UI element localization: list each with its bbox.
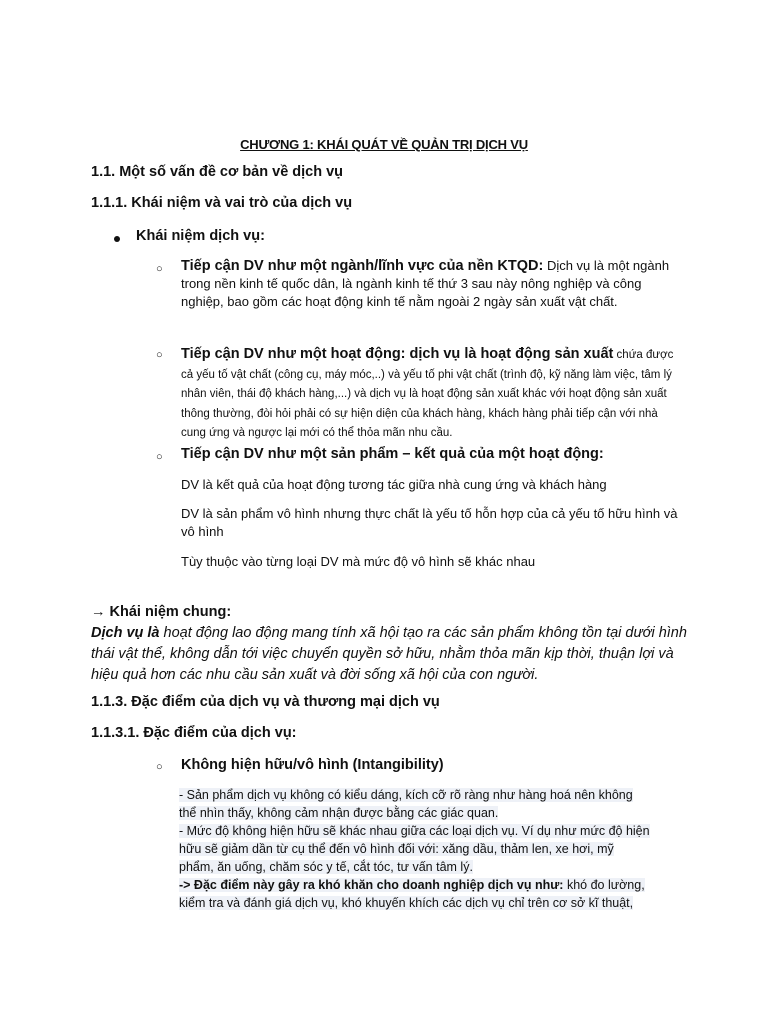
- note-line: thể nhìn thấy, không cảm nhận được bằng các giác quan.: [179, 806, 499, 820]
- note-line: phẩm, ăn uống, chăm sóc y tế, cắt tóc, tư vấn tâm lý.: [179, 860, 473, 874]
- bullet-label: Khái niệm dịch vụ:: [136, 228, 265, 244]
- section-heading-1-1-3: 1.1.3. Đặc điểm của dịch vụ và thương mại dịch vụ: [91, 694, 440, 710]
- section-heading-1-1-1: 1.1.1. Khái niệm và vai trò của dịch vụ: [91, 195, 353, 211]
- general-concept-text: hoạt động lao động mang tính xã hội tạo ra các sản phẩm không tồn tại dưới hình thái vật thể, không dẫn tới việc chuyển quyền sở hữu, nhằm thỏa mãn kịp thời, thuận lợi và hiệu quả hơn các nhu cầu sản xuất và đời sống xã hội của con người.: [91, 625, 687, 683]
- general-concept-term: Dịch vụ là: [91, 625, 160, 641]
- feature-intangibility: [181, 756, 681, 774]
- circle-bullet: ○: [156, 761, 163, 773]
- note-consequence: -> Đặc điểm này gây ra khó khăn cho doanh nghiệp dịch vụ như:: [179, 878, 564, 892]
- approach-product-p2: DV là sản phẩm vô hình nhưng thực chất là yếu tố hỗn hợp của cả yếu tố hữu hình và vô hình: [181, 506, 678, 539]
- approach-industry-title: Tiếp cận DV như một ngành/lĩnh vực của nền KTQD:: [181, 258, 544, 274]
- approach-product-p1: DV là kết quả của hoạt động tương tác giữa nhà cung ứng và khách hàng: [181, 477, 607, 492]
- notes-block: [179, 786, 679, 912]
- approach-product-title-text: Tiếp cận DV như một sản phẩm – kết quả của một hoạt động:: [181, 446, 604, 462]
- approach-product-p3: Tùy thuộc vào từng loại DV mà mức độ vô hình sẽ khác nhau: [181, 554, 536, 569]
- approach-product-title: [181, 445, 681, 463]
- general-concept-heading: → Khái niệm chung:: [91, 604, 232, 620]
- note-line: - Sản phẩm dịch vụ không có kiểu dáng, kích cỡ rõ ràng như hàng hoá nên không: [179, 788, 633, 802]
- circle-bullet: ○: [156, 349, 163, 361]
- approach-industry-text: Dịch vụ là một ngành trong nền kinh tế quốc dân, là ngành kinh tế thứ 3 sau này nông nghiệp và công nghiệp, bao gồm các hoạt động kinh tế nằm ngoài 2 ngày sản xuất vật chất.: [181, 258, 670, 309]
- section-heading-1-1: 1.1. Một số vấn đề cơ bản về dịch vụ: [91, 164, 344, 180]
- circle-bullet: ○: [156, 263, 163, 275]
- approach-activity: [181, 345, 681, 443]
- bullet-dot: [114, 236, 120, 242]
- note-line: hữu sẽ giảm dần từ cụ thể đến vô hình đối với: xăng dầu, thảm len, xe hơi, mỹ: [179, 842, 614, 856]
- approach-activity-title: Tiếp cận DV như một hoạt động: dịch vụ là hoạt động sản xuất: [181, 346, 614, 362]
- general-concept-definition: [91, 623, 691, 686]
- chapter-title: CHƯƠNG 1: KHÁI QUÁT VỀ QUẢN TRỊ DỊCH VỤ: [240, 137, 528, 152]
- approach-activity-text: chứa được cả yếu tố vật chất (công cụ, máy móc,..) và yếu tố phi vật chất (trình độ, kỹ năng làm việc, tâm lý nhân viên, thái độ khách hàng,...) và dịch vụ là hoạt động sản xuất khác với hoạt động sản xuất thông thường, đòi hỏi phải có sự hiện diện của khách hàng, khách hàng phải tiếp cận với nhà cung ứng và ngược lại mới có thể thỏa mãn nhu cầu.: [181, 349, 674, 439]
- note-line: khó đo lường,: [563, 878, 645, 892]
- feature-intangibility-title: Không hiện hữu/vô hình (Intangibility): [181, 757, 444, 773]
- note-line: - Mức độ không hiện hữu sẽ khác nhau giữa các loại dịch vụ. Ví dụ như mức độ hiện: [179, 824, 650, 838]
- note-line: kiểm tra và đánh giá dịch vụ, khó khuyến khích các dịch vụ chỉ trên cơ sở kĩ thuật,: [179, 896, 634, 910]
- circle-bullet: ○: [156, 451, 163, 463]
- approach-industry: [181, 257, 681, 311]
- section-heading-1-1-3-1: 1.1.3.1. Đặc điểm của dịch vụ:: [91, 725, 297, 741]
- general-concept: [91, 602, 691, 686]
